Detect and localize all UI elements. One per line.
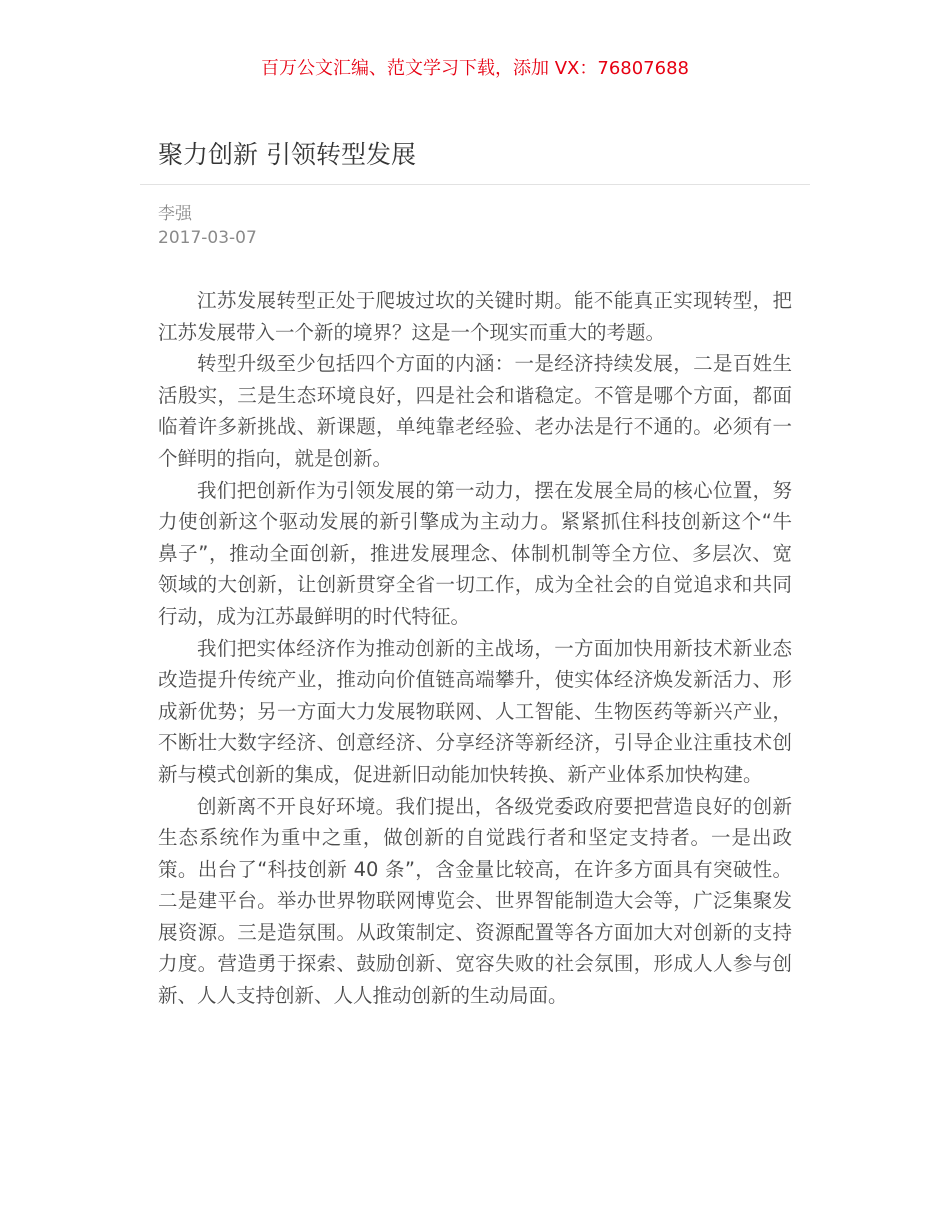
author-name: 李强 bbox=[158, 204, 192, 224]
article-meta bbox=[158, 202, 257, 250]
publish-date: 2017-03-07 bbox=[158, 228, 257, 248]
article-title: 聚力创新 引领转型发展 bbox=[158, 140, 416, 169]
watermark-banner: 百万公文汇编、范文学习下载，添加 VX：76807688 bbox=[261, 58, 689, 79]
title-divider bbox=[140, 184, 810, 185]
article-paragraph: 江苏发展转型正处于爬坡过坎的关键时期。能不能真正实现转型，把江苏发展带入一个新的境界？这是一个现实而重大的考题。 bbox=[158, 289, 792, 344]
article-paragraph: 我们把实体经济作为推动创新的主战场，一方面加快用新技术新业态改造提升传统产业，推动向价值链高端攀升，使实体经济焕发新活力、形成新优势；另一方面大力发展物联网、人工智能、生物医药等新兴产业，不断壮大数字经济、创意经济、分享经济等新经济，引导企业注重技术创新与模式创新的集成，促进新旧动能加快转换、新产业体系加快构建。 bbox=[158, 636, 792, 786]
article-paragraph: 我们把创新作为引领发展的第一动力，摆在发展全局的核心位置，努力使创新这个驱动发展的新引擎成为主动力。紧紧抓住科技创新这个“牛鼻子”，推动全面创新，推进发展理念、体制机制等全方位、多层次、宽领域的大创新，让创新贯穿全省一切工作，成为全社会的自觉追求和共同行动，成为江苏最鲜明的时代特征。 bbox=[158, 478, 792, 628]
article-paragraph: 创新离不开良好环境。我们提出，各级党委政府要把营造良好的创新生态系统作为重中之重，做创新的自觉践行者和坚定支持者。一是出政策。出台了“科技创新 40 条”，含金量比较高，在许多方面具有突破性。二是建平台。举办世界物联网博览会、世界智能制造大会等，广泛集聚发展资源。三是造氛围。从政策制定、资源配置等各方面加大对创新的支持力度。营造勇于探索、鼓励创新、宽容失败的社会氛围，形成人人参与创新、人人支持创新、人人推动创新的生动局面。 bbox=[158, 794, 792, 1008]
article-body bbox=[158, 285, 792, 1012]
article-paragraph: 转型升级至少包括四个方面的内涵：一是经济持续发展，二是百姓生活殷实，三是生态环境良好，四是社会和谐稳定。不管是哪个方面，都面临着许多新挑战、新课题，单纯靠老经验、老办法是行不通的。必须有一个鲜明的指向，就是创新。 bbox=[158, 352, 792, 470]
